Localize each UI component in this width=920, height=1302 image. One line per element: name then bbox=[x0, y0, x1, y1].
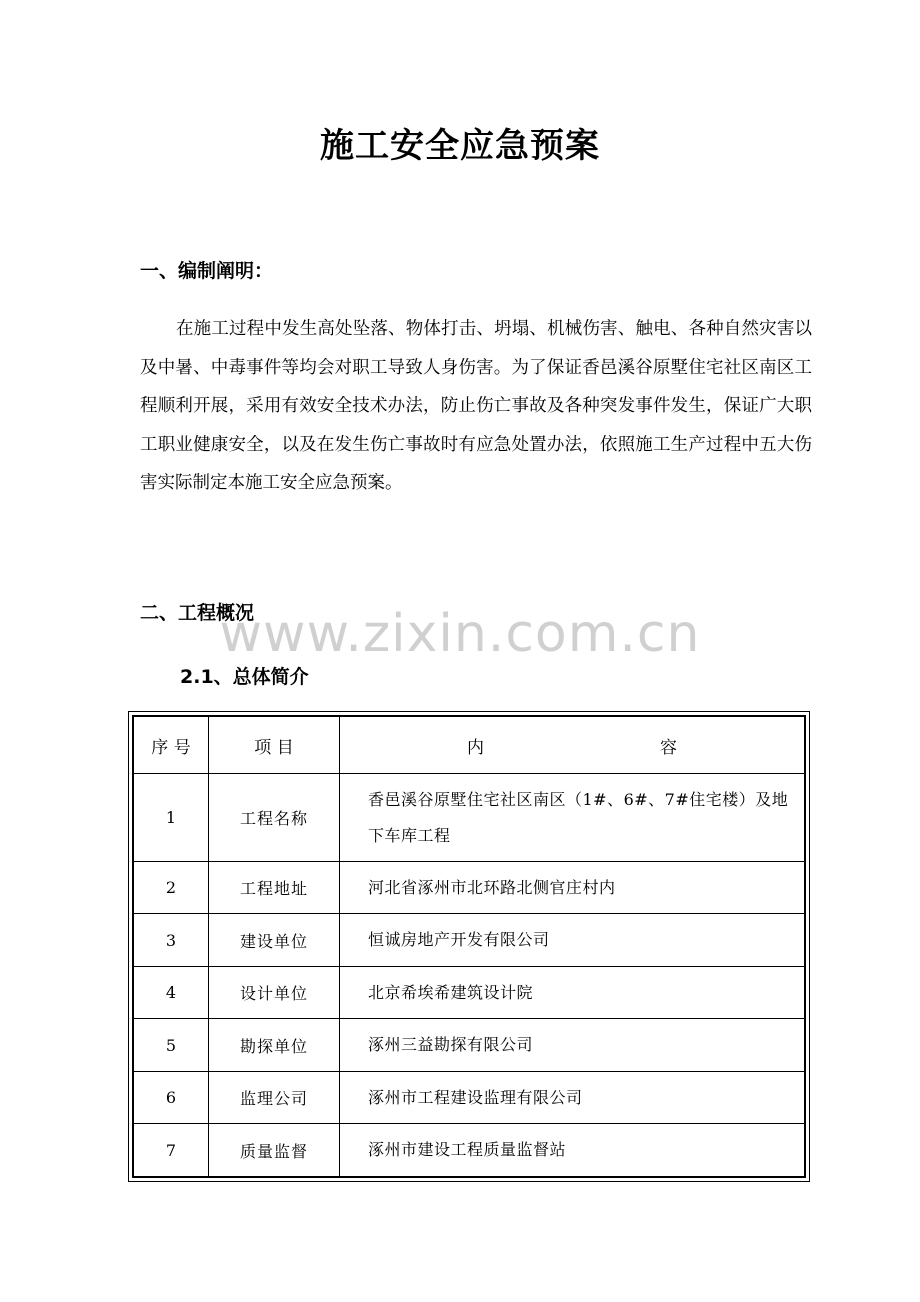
document-title: 施工安全应急预案 bbox=[320, 126, 600, 166]
row-num: 4 bbox=[133, 966, 209, 1018]
row-content bbox=[340, 914, 806, 966]
header-num: 序 号 bbox=[133, 716, 209, 774]
overview-table-frame bbox=[128, 711, 810, 1182]
row-content-text: 涿州三益勘探有限公司 bbox=[368, 1035, 534, 1055]
row-num: 7 bbox=[133, 1124, 209, 1177]
row-content bbox=[340, 1124, 806, 1177]
row-item: 勘探单位 bbox=[209, 1019, 340, 1071]
table-row bbox=[133, 1019, 805, 1071]
table-row bbox=[133, 862, 805, 914]
row-num: 2 bbox=[133, 862, 209, 914]
section1-heading: 一、编制阐明： bbox=[140, 260, 274, 282]
row-content-text: 河北省涿州市北环路北侧官庄村内 bbox=[368, 877, 616, 897]
row-content bbox=[340, 774, 806, 862]
table-row bbox=[133, 774, 805, 862]
row-content bbox=[340, 966, 806, 1018]
row-content-text: 恒诚房地产开发有限公司 bbox=[368, 930, 550, 950]
section1-paragraph: 在施工过程中发生高处坠落、物体打击、坍塌、机械伤害、触电、各种自然灾害以及中暑、中毒事件等均会对职工导致人身伤害。为了保证香邑溪谷原墅住宅社区南区工程顺利开展，采用有效安全技术办法，防止伤亡事故及各种突发事件发生，保证广大职工职业健康安全，以及在发生伤亡事故时有应急处置办法，依照施工生产过程中五大伤害实际制定本施工安全应急预案。 bbox=[140, 319, 812, 493]
table-row bbox=[133, 1071, 805, 1123]
header-content-left: 内 bbox=[467, 737, 484, 758]
row-num: 5 bbox=[133, 1019, 209, 1071]
table-header-row bbox=[133, 716, 805, 774]
row-item: 工程名称 bbox=[209, 774, 340, 862]
section2-heading: 二、工程概况 bbox=[140, 602, 255, 624]
table-row bbox=[133, 914, 805, 966]
row-content-text: 香邑溪谷原墅住宅社区南区（1#、6#、7#住宅楼）及地下车库工程 bbox=[368, 789, 789, 845]
watermark: www.zixin.com.cn bbox=[219, 604, 701, 664]
row-item: 监理公司 bbox=[209, 1071, 340, 1123]
row-content bbox=[340, 862, 806, 914]
row-content-text: 涿州市建设工程质量监督站 bbox=[368, 1140, 567, 1160]
row-num: 6 bbox=[133, 1071, 209, 1123]
row-item: 建设单位 bbox=[209, 914, 340, 966]
row-item: 质量监督 bbox=[209, 1124, 340, 1177]
row-num: 3 bbox=[133, 914, 209, 966]
table-row bbox=[133, 1124, 805, 1177]
row-content bbox=[340, 1019, 806, 1071]
header-content-right: 容 bbox=[660, 737, 677, 758]
row-content-text: 涿州市工程建设监理有限公司 bbox=[368, 1087, 583, 1107]
row-content-text: 北京希埃希建筑设计院 bbox=[368, 982, 534, 1002]
row-num: 1 bbox=[133, 774, 209, 862]
row-item: 设计单位 bbox=[209, 966, 340, 1018]
table-row bbox=[133, 966, 805, 1018]
overview-table bbox=[132, 715, 806, 1178]
header-item: 项 目 bbox=[209, 716, 340, 774]
section2-subheading: 2.1、总体简介 bbox=[180, 666, 309, 688]
header-content bbox=[340, 716, 806, 774]
row-content bbox=[340, 1071, 806, 1123]
row-item: 工程地址 bbox=[209, 862, 340, 914]
